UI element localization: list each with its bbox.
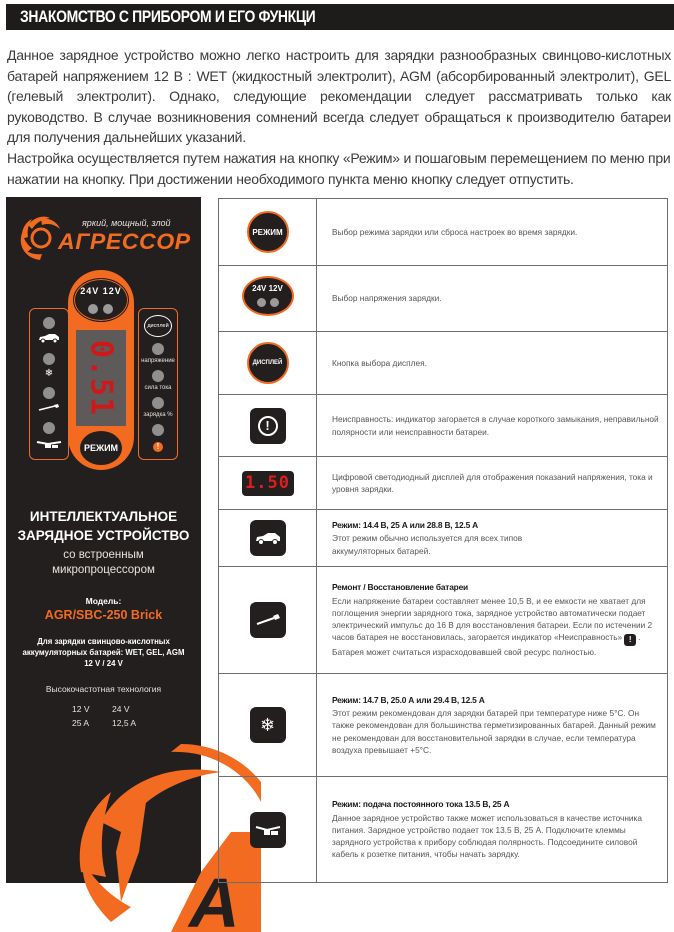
mode-led	[43, 317, 55, 329]
battery-types-line: Для зарядки свинцово-кислотных	[37, 637, 170, 646]
function-table	[218, 198, 668, 883]
table-row	[219, 510, 668, 567]
brand-name: АГРЕССОР	[58, 229, 191, 254]
led-display-icon: 1.50	[242, 471, 294, 496]
clamps-icon	[250, 812, 286, 848]
voltage-24-label: 24V	[80, 286, 100, 296]
mode-indicators	[29, 308, 69, 460]
mode-led	[43, 422, 55, 434]
snowflake-icon: ❄	[44, 368, 54, 379]
row-description: Этот режим обычно используется для всех типов аккумуляторных батарей.	[332, 533, 523, 556]
swirl-logo-icon	[20, 215, 62, 261]
product-title-line: ИНТЕЛЛЕКТУАЛЬНОЕ	[29, 509, 178, 524]
device-center-column	[68, 270, 134, 470]
product-panel	[6, 197, 240, 932]
table-row	[219, 457, 668, 510]
intro-text	[7, 45, 671, 189]
table-row	[219, 567, 668, 674]
product-subtitle-line: микропроцессором	[52, 564, 155, 576]
charge-label: зарядка %	[143, 412, 173, 418]
current-led	[152, 370, 164, 382]
table-row	[219, 777, 668, 883]
spec-value: 25 A	[72, 718, 90, 728]
spec-value: 12,5 A	[112, 718, 137, 728]
row-heading: Режим: 14.7 В, 25.0 А или 29.4 В, 12.5 А	[332, 694, 485, 705]
table-row	[219, 674, 668, 777]
section-header	[6, 4, 674, 30]
technology-label: Высокочастотная технология	[45, 684, 162, 694]
battery-types-line: 12 V / 24 V	[84, 659, 123, 668]
mode-led	[43, 387, 55, 399]
display-value: 0.51	[83, 339, 119, 417]
car-icon	[250, 520, 286, 556]
product-subtitle-line: со встроенным	[63, 549, 144, 561]
voltage-selector[interactable]	[73, 278, 129, 322]
intro-paragraph-2: Настройка осуществляется путем нажатия на кнопку «Режим» и пошаговым перемещением по меню при нажатии на кнопку. При достижении необходимого пункта меню кнопку следует отпустить.	[7, 149, 671, 187]
spec-grid	[72, 702, 152, 730]
mode-button-icon: РЕЖИМ	[247, 211, 289, 253]
mode-button[interactable]: РЕЖИМ	[79, 430, 123, 466]
voltage-label: напряжение	[141, 358, 175, 364]
model-value: AGR/SBC-250 Brick	[44, 608, 163, 622]
voltage-12-label: 12V	[102, 286, 122, 296]
current-label: сила тока	[144, 385, 172, 391]
battery-types-line: аккумуляторных батарей: WET, GEL, AGM	[22, 648, 185, 657]
row-description: Если напряжение батареи составляет менее 10,5 В, и ее емкости не хватает для поглощения энергии зарядного тока, зарядное устройство автоматически подает электрический импульс до 16 В для восстановления батареи. Если по истечении 2 часов батарея не восстановилась, загорается индикатор «Неисправность» ! . Батарея может считаться израсходовавшей свой ресурс полностью.	[332, 595, 653, 658]
product-title-line: ЗАРЯДНОЕ УСТРОЙСТВО	[17, 528, 190, 543]
display-indicators	[138, 308, 178, 460]
charge-led	[152, 397, 164, 409]
voltage-12-led	[103, 304, 113, 314]
row-description: Кнопка выбора дисплея.	[317, 332, 668, 395]
row-description: Цифровой светодиодный дисплей для отображения показаний напряжения, тока и уровня зарядки.	[317, 457, 668, 510]
warning-icon: !	[250, 408, 286, 444]
row-description: Данное зарядное устройство также может использоваться в качестве источника питания. Зарядное устройство подает ток 13.5 В, 25 А. Подключите клеммы зарядного устройства к прибору соблюдая полярность. Подсоедините силовой кабель к розетке питания, чтобы начать зарядку.	[332, 812, 642, 860]
voltage-24-led	[88, 304, 98, 314]
inline-warning-icon: !	[624, 634, 636, 646]
battery-types	[6, 636, 201, 669]
product-subtitle	[6, 548, 201, 578]
row-heading: Ремонт / Восстановление батареи	[332, 582, 468, 593]
table-row	[219, 266, 668, 332]
row-heading: Режим: подача постоянного тока 13.5 В, 25 А	[332, 799, 510, 810]
fault-led	[152, 424, 164, 436]
warning-icon: !	[153, 442, 163, 452]
row-description: Этот режим рекомендован для зарядки батарей при температуре ниже 5°С. Он также рекомендован для большинства герметизированных батарей. Данный режим не рекомендован для восстановительной зарядки в случае, если температура воздуха превышает +5°С.	[332, 708, 656, 755]
table-row	[219, 199, 668, 266]
spec-value: 12 V	[72, 704, 90, 714]
car-icon	[37, 333, 61, 343]
brand-slogan: яркий, мощный, злой	[82, 218, 171, 228]
model-label: Модель:	[85, 596, 122, 606]
wrench-icon	[250, 602, 286, 638]
table-row	[219, 395, 668, 457]
display-button[interactable]: дисплей	[144, 315, 172, 337]
voltage-selector-icon: 24V 12V	[242, 276, 294, 316]
snowflake-icon: ❄	[250, 707, 286, 743]
mode-led	[43, 353, 55, 365]
device-display	[76, 330, 126, 426]
intro-paragraph-1: Данное зарядное устройство можно легко настроить для зарядки разнообразных свинцово-кислотных батарей напряжением 12 В : WET (жидкостный электролит), AGM (абсорбированный электролит), GEL (гелевый электролит). Однако, следующие рекомендации следует рассматривать только как руководство. В случае возникновения сомнений всегда следует обращаться к производителю батареи для получения дальнейших указаний.	[7, 47, 671, 146]
row-description: Выбор напряжения зарядки.	[317, 266, 668, 332]
row-description: Выбор режима зарядки или сброса настроек во время зарядки.	[317, 199, 668, 266]
row-heading: Режим: 14.4 В, 25 А или 28.8 В, 12.5 А	[332, 520, 479, 531]
clamps-icon	[36, 438, 62, 450]
voltage-led	[152, 343, 164, 355]
brand-logo	[20, 215, 190, 265]
wrench-icon	[38, 404, 60, 412]
section-title: ЗНАКОМСТВО С ПРИБОРОМ И ЕГО ФУНКЦИ	[20, 7, 316, 26]
product-title	[6, 507, 201, 545]
row-description: Неисправность: индикатор загорается в случае короткого замыкания, неправильной полярности или неисправности батареи.	[317, 395, 668, 457]
big-logo-letter: A	[189, 864, 240, 932]
display-button-icon: ДИСПЛЕЙ	[247, 342, 289, 384]
table-row	[219, 332, 668, 395]
spec-value: 24 V	[112, 704, 130, 714]
